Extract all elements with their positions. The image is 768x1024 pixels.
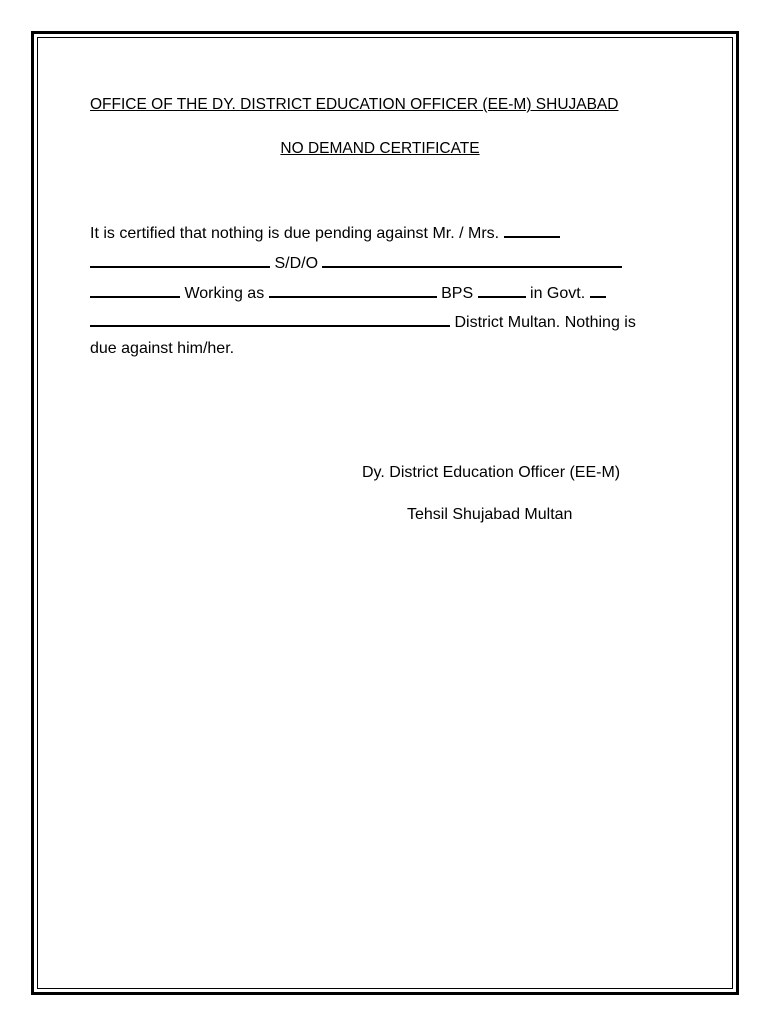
name-blank (504, 222, 560, 238)
body-line-2 (90, 252, 690, 273)
closing-text: due against him/her. (90, 340, 235, 357)
bps-label: BPS (441, 285, 474, 302)
body-line-1 (90, 222, 690, 243)
in-govt-label: in Govt. (530, 285, 586, 302)
certificate-title: NO DEMAND CERTIFICATE (280, 140, 480, 157)
signature-location: Tehsil Shujabad Multan (407, 506, 573, 523)
signature-designation: Dy. District Education Officer (EE-M) (362, 464, 621, 481)
office-heading: OFFICE OF THE DY. DISTRICT EDUCATION OFFICER (EE-M) SHUJABAD (90, 96, 619, 113)
body-line-3 (90, 282, 690, 303)
name-continued-blank (90, 252, 270, 268)
school-blank (590, 282, 606, 298)
body-line-4 (90, 311, 690, 332)
working-as-label: Working as (184, 285, 265, 302)
bps-blank (478, 282, 526, 298)
sdo-label: S/D/O (274, 255, 319, 272)
parent-name-blank (322, 252, 622, 268)
page-border-inner (37, 37, 733, 989)
body-line-5 (90, 340, 690, 358)
school-continued-blank (90, 311, 450, 327)
body-intro-text: It is certified that nothing is due pending against Mr. / Mrs. (90, 225, 500, 242)
designation-blank (269, 282, 437, 298)
district-text: District Multan. Nothing is (454, 314, 636, 331)
parent-name-continued-blank (90, 282, 180, 298)
